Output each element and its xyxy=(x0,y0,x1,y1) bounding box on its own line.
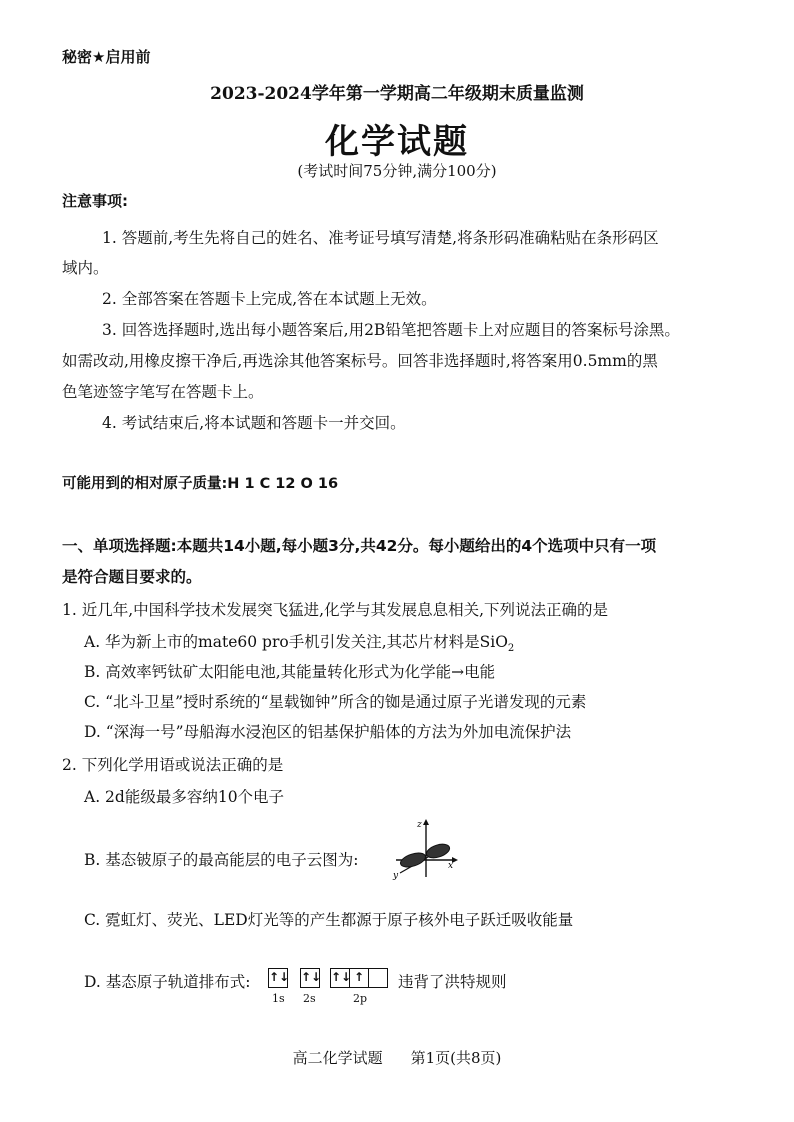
question-2-option-c: C. 霓虹灯、荧光、LED灯光等的产生都源于原子核外电子跃迁吸收能量 xyxy=(84,911,574,929)
orbital-2p-1: ↑↓ xyxy=(330,968,350,988)
orbital-2p-3 xyxy=(368,968,388,988)
orbital-2p-2: ↑ xyxy=(349,968,369,988)
notice-item-3-cont2: 色笔迹签字笔写在答题卡上。 xyxy=(62,383,264,401)
option-a-text: A. 华为新上市的mate60 pro手机引发关注,其芯片材料是SiO xyxy=(84,633,508,651)
question-2-option-d-text: D. 基态原子轨道排布式: xyxy=(84,973,251,991)
z-axis-arrow xyxy=(423,819,429,825)
section-1-heading-line2: 是符合题目要求的。 xyxy=(62,568,202,586)
electron-cloud-figure xyxy=(390,815,460,881)
page-footer xyxy=(0,1047,794,1068)
question-2-stem: 2. 下列化学用语或说法正确的是 xyxy=(62,756,284,774)
cloud-lobe-left xyxy=(399,850,427,869)
axis-y-label: y xyxy=(393,871,399,881)
orbital-diagram xyxy=(268,968,398,1008)
question-1-stem: 1. 近几年,中国科学技术发展突飞猛进,化学与其发展息息相关,下列说法正确的是 xyxy=(62,601,608,619)
question-2-option-a: A. 2d能级最多容纳10个电子 xyxy=(84,788,285,806)
cloud-lobe-right xyxy=(425,842,452,861)
confidential-mark: 秘密★启用前 xyxy=(62,48,151,66)
question-2-option-d-tail: 违背了洪特规则 xyxy=(398,973,507,991)
orbital-1s: ↑↓ xyxy=(268,968,288,988)
notice-item-2: 2. 全部答案在答题卡上完成,答在本试题上无效。 xyxy=(102,290,437,308)
section-1-heading-line1: 一、单项选择题:本题共14小题,每小题3分,共42分。每小题给出的4个选项中只有一项 xyxy=(62,537,657,555)
question-1-option-a xyxy=(84,630,514,654)
axis-z-label: z xyxy=(417,820,422,830)
label-2p: 2p xyxy=(353,992,368,1005)
option-a-subscript: 2 xyxy=(507,643,515,655)
atomic-masses: 可能用到的相对原子质量:H 1 C 12 O 16 xyxy=(62,476,339,492)
question-2-option-b: B. 基态铍原子的最高能层的电子云图为: xyxy=(84,851,359,869)
exam-title: 2023-2024学年第一学期高二年级期末质量监测 xyxy=(210,84,584,104)
question-1-option-d: D. “深海一号”母船海水浸泡区的铝基保护船体的方法为外加电流保护法 xyxy=(84,723,572,741)
footer-subject: 高二化学试题 xyxy=(292,1049,383,1067)
question-1-option-c: C. “北斗卫星”授时系统的“星载铷钟”所含的铷是通过原子光谱发现的元素 xyxy=(84,693,587,711)
notice-item-1-cont: 域内。 xyxy=(62,259,109,277)
notice-item-4: 4. 考试结束后,将本试题和答题卡一并交回。 xyxy=(102,414,406,432)
notice-item-1: 1. 答题前,考生先将自己的姓名、准考证号填写清楚,将条形码准确粘贴在条形码区 xyxy=(102,229,659,247)
notice-heading: 注意事项: xyxy=(62,192,128,210)
label-1s: 1s xyxy=(272,992,285,1005)
orbital-2s: ↑↓ xyxy=(300,968,320,988)
notice-item-3-cont: 如需改动,用橡皮擦干净后,再选涂其他答案标号。回答非选择题时,将答案用0.5mm的黑 xyxy=(62,352,658,370)
exam-time-info: (考试时间75分钟,满分100分) xyxy=(297,162,497,180)
footer-page-number: 第1页(共8页) xyxy=(410,1049,502,1067)
label-2s: 2s xyxy=(303,992,316,1005)
axis-x-label: x xyxy=(448,861,454,871)
subject-title: 化学试题 xyxy=(325,122,469,162)
question-1-option-b: B. 高效率钙钛矿太阳能电池,其能量转化形式为化学能→电能 xyxy=(84,663,496,681)
notice-item-3: 3. 回答选择题时,选出每小题答案后,用2B铅笔把答题卡上对应题目的答案标号涂黑。 xyxy=(102,321,680,339)
